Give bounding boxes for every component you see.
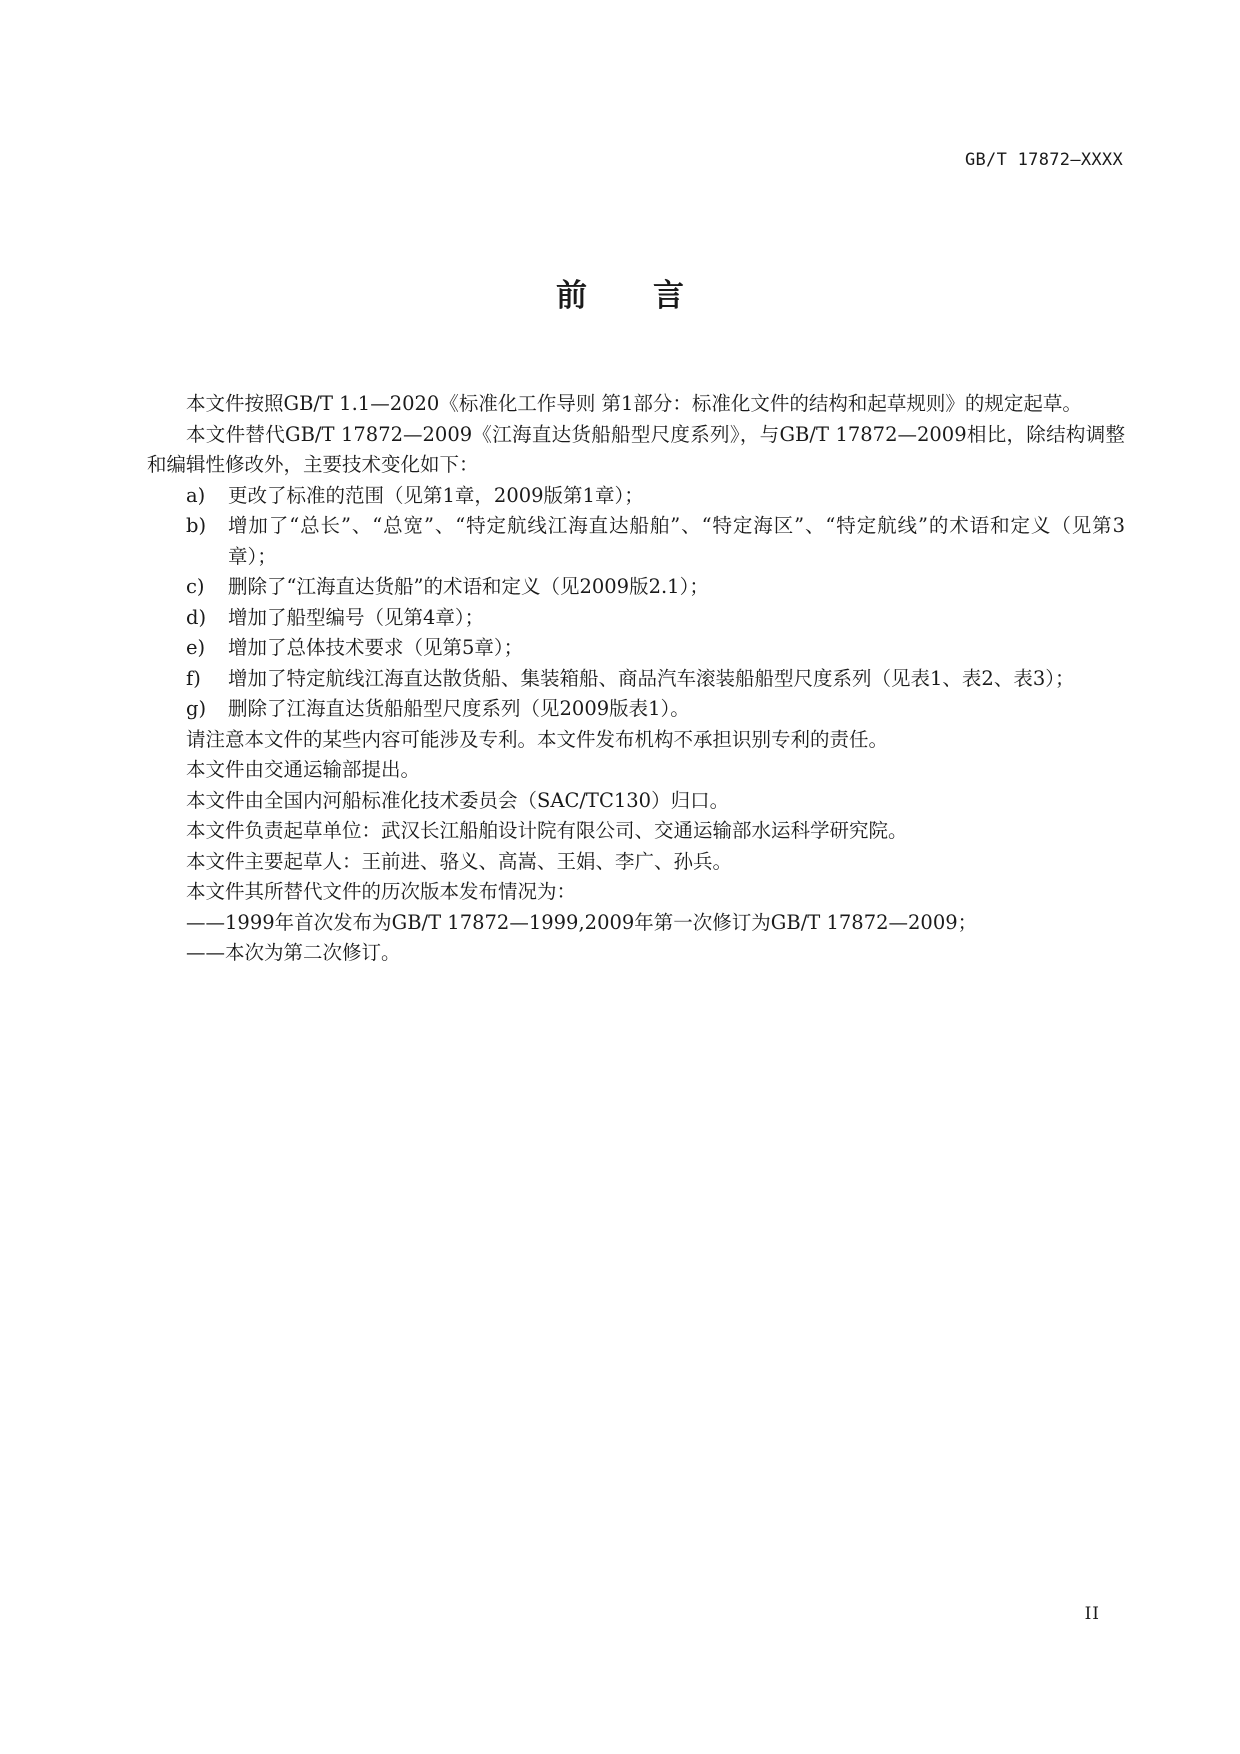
intro-paragraph: 本文件按照GB/T 1.1—2020《标准化工作导则 第1部分：标准化文件的结构和起草规则》的规定起草。 [186,392,1082,415]
list-item [147,603,1125,634]
patent-statement: 请注意本文件的某些内容可能涉及专利。本文件发布机构不承担识别专利的责任。 [186,727,889,751]
history-item: ——1999年首次发布为GB/T 17872—1999,2009年第一次修订为GB/T 17872—2009； [186,910,978,934]
list-item [147,511,1125,572]
intro-paragraph: 本文件替代GB/T 17872—2009《江海直达货船船型尺度系列》，与GB/T 17872—2009相比，除结构调整和编辑性修改外，主要技术变化如下： [147,422,1125,476]
list-item-text: 增加了船型编号（见第4章）； [228,605,485,629]
proposer-statement: 本文件由交通运输部提出。 [186,758,421,781]
list-item-text: 增加了特定航线江海直达散货船、集装箱船、商品汽车滚装船船型尺度系列（见表1、表2、表3）； [228,666,1075,690]
list-marker: b) [186,514,207,537]
list-item-text: 删除了“江海直达货船”的术语和定义（见2009版2.1）； [228,575,709,598]
committee-statement: 本文件由全国内河船标准化技术委员会（SAC/TC130）归口。 [186,788,730,812]
drafting-units-statement: 本文件负责起草单位：武汉长江船舶设计院有限公司、交通运输部水运科学研究院。 [186,819,908,842]
foreword-body [147,389,1125,969]
list-item [147,664,1125,695]
list-marker: a) [186,483,206,507]
list-item [147,572,1125,603]
changes-list [147,481,1125,725]
history-item: ——本次为第二次修订。 [186,941,401,964]
list-marker: d) [186,605,207,629]
list-marker: f) [186,666,201,690]
list-marker: e) [186,636,206,659]
list-item-text: 更改了标准的范围（见第1章，2009版第1章）； [228,483,644,507]
page-title: 前言 [556,278,750,314]
list-item [147,481,1125,512]
page-number: II [1084,1604,1100,1624]
list-item [147,633,1125,664]
list-marker: g) [186,697,207,720]
list-item-text: 增加了“总长”、“总宽”、“特定航线江海直达船舶”、“特定海区”、“特定航线”的术语和定义（见第3章）； [228,514,1125,568]
list-item-text: 增加了总体技术要求（见第5章）； [228,636,524,659]
standard-number: GB/T 17872—XXXX [964,150,1123,170]
list-item-text: 删除了江海直达货船船型尺度系列（见2009版表1）。 [228,697,690,720]
drafters-statement: 本文件主要起草人：王前进、骆义、高嵩、王娟、李广、孙兵。 [186,849,733,873]
history-intro: 本文件其所替代文件的历次版本发布情况为： [186,880,577,903]
list-item [147,694,1125,725]
list-marker: c) [186,575,205,598]
